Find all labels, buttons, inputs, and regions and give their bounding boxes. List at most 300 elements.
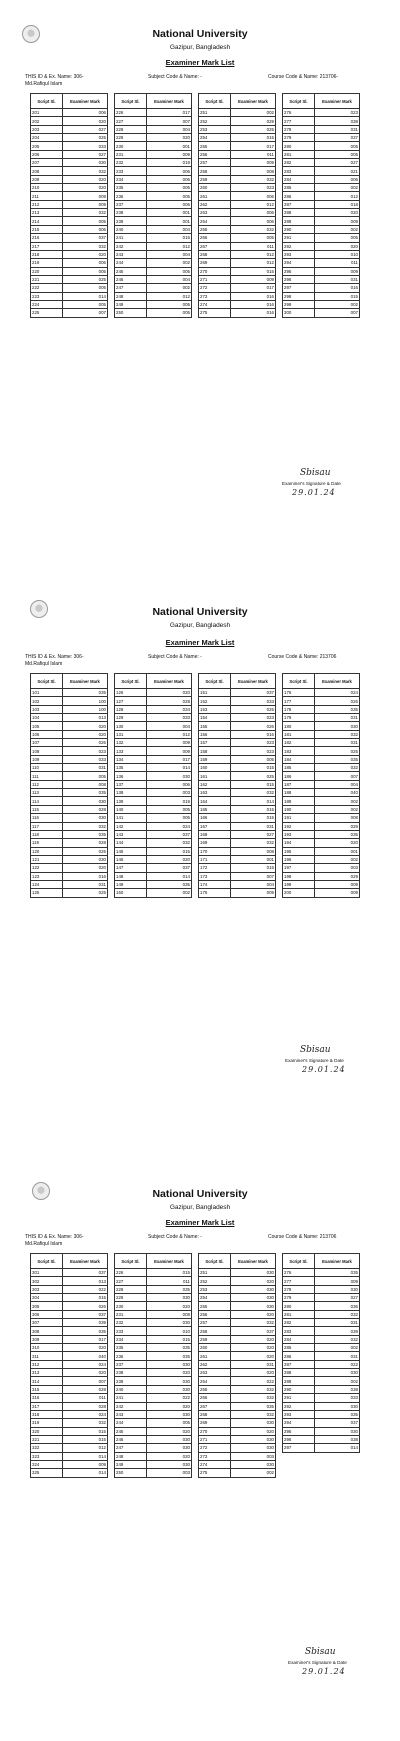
- course-code: Course Code & Name: 213706: [268, 654, 337, 660]
- examiner-mark: 012: [147, 730, 192, 738]
- table-row: [199, 822, 276, 830]
- script-sl: 273: [199, 1452, 231, 1460]
- table-row: [199, 1460, 276, 1468]
- table-row: [115, 755, 192, 763]
- script-sl: 294: [283, 1419, 315, 1427]
- table-row: [31, 309, 108, 317]
- examiner-mark: 030: [147, 1410, 192, 1418]
- script-sl: 123: [31, 872, 63, 880]
- examiner-mark: 032: [63, 242, 108, 250]
- script-sl: 237: [115, 1360, 147, 1368]
- examiner-mark: 004: [147, 225, 192, 233]
- script-sl: 182: [283, 739, 315, 747]
- table-row: [283, 814, 360, 822]
- table-row: [283, 175, 360, 183]
- examiner-mark: 015: [231, 134, 276, 142]
- script-sl: 308: [31, 1327, 63, 1335]
- script-sl: 264: [199, 1377, 231, 1385]
- script-sl: 245: [115, 267, 147, 275]
- table-row: [283, 109, 360, 117]
- script-sl: 152: [199, 697, 231, 705]
- script-sl: 212: [31, 200, 63, 208]
- script-sl: 223: [31, 292, 63, 300]
- script-sl: 188: [283, 789, 315, 797]
- header-examiner-mark: Examiner Mark: [147, 674, 192, 689]
- script-sl: 231: [115, 1310, 147, 1318]
- table-row: [283, 1385, 360, 1393]
- examiner-mark: 009: [315, 880, 360, 888]
- table-row: [31, 1360, 108, 1368]
- table-row: [115, 1377, 192, 1385]
- examiner-mark: 038: [315, 1435, 360, 1443]
- table-row: [115, 797, 192, 805]
- table-row: [283, 830, 360, 838]
- ths-id: THIS ID & Ex. Name: 306-: [25, 74, 84, 80]
- examiner-mark: 015: [231, 864, 276, 872]
- examiner-mark: 030: [231, 1269, 276, 1277]
- examiner-mark: 039: [315, 1327, 360, 1335]
- examiner-mark: 037: [315, 1419, 360, 1427]
- script-sl: 309: [31, 1335, 63, 1343]
- script-sl: 191: [283, 814, 315, 822]
- script-sl: 203: [31, 125, 63, 133]
- script-sl: 284: [283, 1335, 315, 1343]
- examiner-mark: 024: [63, 1410, 108, 1418]
- script-sl: 294: [283, 259, 315, 267]
- examiner-mark: 002: [147, 259, 192, 267]
- table-row: [31, 209, 108, 217]
- examiner-mark: 010: [147, 1327, 192, 1335]
- table-row: [283, 1327, 360, 1335]
- examiner-mark: 015: [231, 780, 276, 788]
- script-sl: 302: [31, 1277, 63, 1285]
- script-sl: 205: [31, 142, 63, 150]
- table-row: [283, 1302, 360, 1310]
- script-sl: 276: [283, 1269, 315, 1277]
- table-row: [199, 705, 276, 713]
- script-sl: 217: [31, 242, 63, 250]
- examiner-mark: 030: [147, 1385, 192, 1393]
- script-sl: 159: [199, 755, 231, 763]
- examiner-mark: 012: [231, 200, 276, 208]
- script-sl: 283: [283, 1327, 315, 1335]
- table-row: [31, 830, 108, 838]
- examiner-mark: 031: [315, 714, 360, 722]
- table-row: [115, 722, 192, 730]
- table-row: [283, 789, 360, 797]
- examiner-mark: 016: [63, 872, 108, 880]
- table-row: [31, 1269, 108, 1277]
- header-script-sl: Script Sl.: [115, 674, 147, 689]
- script-sl: 250: [115, 1469, 147, 1477]
- script-sl: 234: [115, 1335, 147, 1343]
- table-row: [31, 259, 108, 267]
- script-sl: 268: [199, 1410, 231, 1418]
- table-row: [31, 889, 108, 897]
- table-row: [115, 259, 192, 267]
- script-sl: 231: [115, 150, 147, 158]
- table-row: [199, 722, 276, 730]
- table-row: [115, 1285, 192, 1293]
- examiner-mark: 004: [315, 780, 360, 788]
- examiner-mark: 002: [315, 797, 360, 805]
- examiner-mark: 031: [63, 764, 108, 772]
- examiner-mark: 006: [147, 167, 192, 175]
- examiner-mark: 003: [315, 864, 360, 872]
- table-row: [199, 839, 276, 847]
- examiner-mark: 020: [231, 1335, 276, 1343]
- script-sl: 184: [283, 755, 315, 763]
- examiner-mark: 030: [315, 1285, 360, 1293]
- script-sl: 300: [283, 309, 315, 317]
- examiner-mark: 004: [147, 125, 192, 133]
- script-sl: 235: [115, 1344, 147, 1352]
- examiner-mark: 030: [231, 1460, 276, 1468]
- script-sl: 133: [115, 747, 147, 755]
- table-row: [199, 797, 276, 805]
- script-sl: 287: [283, 200, 315, 208]
- script-sl: 134: [115, 755, 147, 763]
- table-row: [115, 1310, 192, 1318]
- script-sl: 145: [115, 847, 147, 855]
- examiner-mark: 035: [315, 705, 360, 713]
- script-sl: 216: [31, 234, 63, 242]
- table-row: [283, 134, 360, 142]
- script-sl: 219: [31, 259, 63, 267]
- examiner-mark: 009: [63, 1460, 108, 1468]
- script-sl: 323: [31, 1452, 63, 1460]
- table-row: [283, 167, 360, 175]
- examiner-mark: 033: [147, 714, 192, 722]
- table-row: [199, 1327, 276, 1335]
- page-1: [0, 0, 400, 560]
- script-sl: 186: [283, 772, 315, 780]
- table-row: [115, 1419, 192, 1427]
- script-sl: 253: [199, 125, 231, 133]
- table-row: [199, 730, 276, 738]
- table-row: [115, 1410, 192, 1418]
- examiner-mark: 008: [147, 1310, 192, 1318]
- script-sl: 252: [199, 117, 231, 125]
- script-sl: 278: [283, 1285, 315, 1293]
- table-row: [283, 242, 360, 250]
- examiner-mark: 008: [63, 780, 108, 788]
- examiner-mark: 020: [147, 1302, 192, 1310]
- examiner-mark: 028: [63, 1402, 108, 1410]
- table-row: [31, 1310, 108, 1318]
- script-sl: 227: [115, 1277, 147, 1285]
- table-row: [115, 764, 192, 772]
- header-examiner-mark: Examiner Mark: [315, 674, 360, 689]
- examiner-mark: 030: [231, 1294, 276, 1302]
- examiner-mark: 004: [147, 250, 192, 258]
- examiner-mark: 019: [147, 797, 192, 805]
- examiner-mark: 014: [63, 1452, 108, 1460]
- table-row: [31, 242, 108, 250]
- university-city: Gazipur, Bangladesh: [169, 622, 231, 629]
- course-code: Course Code & Name: 213706-: [268, 74, 339, 80]
- table-row: [31, 267, 108, 275]
- examiner-mark: 033: [63, 755, 108, 763]
- table-row: [283, 200, 360, 208]
- table-row: [283, 1319, 360, 1327]
- script-sl: 271: [199, 1435, 231, 1443]
- examiner-mark: 034: [147, 705, 192, 713]
- examiner-mark: 014: [147, 872, 192, 880]
- examiner-mark: 030: [231, 1419, 276, 1427]
- table-row: [283, 780, 360, 788]
- examiner-mark: 002: [231, 1469, 276, 1477]
- table-row: [199, 747, 276, 755]
- script-sl: 108: [31, 747, 63, 755]
- table-row: [31, 805, 108, 813]
- table-row: [199, 1352, 276, 1360]
- examiner-mark: 039: [63, 1319, 108, 1327]
- table-row: [199, 889, 276, 897]
- table-row: [199, 275, 276, 283]
- examiner-mark: 011: [147, 1277, 192, 1285]
- table-row: [199, 1402, 276, 1410]
- examiner-mark: 011: [315, 259, 360, 267]
- table-row: [31, 847, 108, 855]
- script-sl: 168: [199, 830, 231, 838]
- table-row: [31, 780, 108, 788]
- script-sl: 256: [199, 150, 231, 158]
- script-sl: 251: [199, 1269, 231, 1277]
- table-row: [31, 764, 108, 772]
- script-sl: 321: [31, 1435, 63, 1443]
- table-row: [283, 747, 360, 755]
- table-row: [115, 267, 192, 275]
- examiner-mark: 002: [231, 109, 276, 117]
- examiner-name: Md.Rafiqul Islam: [25, 661, 63, 667]
- table-row: [283, 292, 360, 300]
- script-sl: 290: [283, 1385, 315, 1393]
- script-sl: 270: [199, 267, 231, 275]
- table-row: [199, 1277, 276, 1285]
- table-row: [199, 150, 276, 158]
- table-row: [31, 1319, 108, 1327]
- script-sl: 129: [115, 714, 147, 722]
- examiner-mark: 026: [63, 739, 108, 747]
- examiner-mark: 008: [231, 167, 276, 175]
- table-row: [115, 192, 192, 200]
- examiner-mark: 014: [63, 292, 108, 300]
- table-row: [199, 805, 276, 813]
- examiner-mark: 017: [231, 284, 276, 292]
- table-row: [199, 250, 276, 258]
- examiner-mark: 035: [63, 789, 108, 797]
- examiner-mark: 006: [147, 175, 192, 183]
- table-row: [115, 780, 192, 788]
- header-script-sl: Script Sl.: [283, 1254, 315, 1269]
- script-sl: 240: [115, 225, 147, 233]
- examiner-mark: 032: [63, 1419, 108, 1427]
- table-row: [31, 1435, 108, 1443]
- script-sl: 220: [31, 267, 63, 275]
- script-sl: 139: [115, 797, 147, 805]
- table-row: [31, 739, 108, 747]
- table-row: [115, 1352, 192, 1360]
- examiner-mark: 037: [231, 1327, 276, 1335]
- table-row: [115, 1335, 192, 1343]
- script-sl: 239: [115, 217, 147, 225]
- table-row: [31, 1302, 108, 1310]
- script-sl: 238: [115, 1369, 147, 1377]
- script-sl: 175: [199, 889, 231, 897]
- table-row: [199, 689, 276, 697]
- script-sl: 226: [115, 109, 147, 117]
- script-sl: 230: [115, 142, 147, 150]
- examiner-mark: 009: [147, 739, 192, 747]
- table-row: [283, 797, 360, 805]
- examiner-mark: 001: [147, 217, 192, 225]
- script-sl: 273: [199, 292, 231, 300]
- examiner-mark: 006: [63, 109, 108, 117]
- script-sl: 227: [115, 117, 147, 125]
- examiner-mark: 030: [63, 797, 108, 805]
- script-sl: 232: [115, 1319, 147, 1327]
- examiner-mark: 030: [231, 1435, 276, 1443]
- examiner-mark: 030: [147, 1444, 192, 1452]
- table-row: [115, 250, 192, 258]
- examiner-mark: 023: [231, 739, 276, 747]
- table-row: [199, 309, 276, 317]
- script-sl: 233: [115, 167, 147, 175]
- table-row: [115, 839, 192, 847]
- table-row: [199, 814, 276, 822]
- table-row: [115, 1444, 192, 1452]
- examiner-mark: 035: [147, 880, 192, 888]
- examiner-mark: 007: [315, 309, 360, 317]
- script-sl: 102: [31, 697, 63, 705]
- table-row: [199, 242, 276, 250]
- table-row: [31, 142, 108, 150]
- table-row: [199, 1394, 276, 1402]
- script-sl: 193: [283, 830, 315, 838]
- script-sl: 156: [199, 730, 231, 738]
- table-row: [199, 225, 276, 233]
- examiner-mark: 035: [147, 1344, 192, 1352]
- mark-table-2: [114, 1253, 192, 1478]
- script-sl: 115: [31, 805, 63, 813]
- examiner-mark: 031: [315, 739, 360, 747]
- table-row: [199, 772, 276, 780]
- table-row: [115, 1385, 192, 1393]
- script-sl: 291: [283, 234, 315, 242]
- examiner-mark: 030: [315, 722, 360, 730]
- examiner-mark: 025: [63, 889, 108, 897]
- script-sl: 190: [283, 805, 315, 813]
- examiner-mark: 025: [231, 125, 276, 133]
- script-sl: 124: [31, 880, 63, 888]
- script-sl: 142: [115, 822, 147, 830]
- table-row: [199, 1335, 276, 1343]
- script-sl: 234: [115, 175, 147, 183]
- signature-label: Examiner's Signature & Date: [288, 1660, 347, 1665]
- script-sl: 165: [199, 805, 231, 813]
- table-row: [115, 855, 192, 863]
- script-sl: 235: [115, 184, 147, 192]
- script-sl: 290: [283, 225, 315, 233]
- table-row: [115, 284, 192, 292]
- table-row: [283, 839, 360, 847]
- table-row: [115, 1394, 192, 1402]
- examiner-mark: 005: [315, 234, 360, 242]
- table-row: [199, 1410, 276, 1418]
- script-sl: 250: [115, 309, 147, 317]
- script-sl: 210: [31, 184, 63, 192]
- table-row: [283, 117, 360, 125]
- script-sl: 239: [115, 1377, 147, 1385]
- examiner-mark: 030: [63, 855, 108, 863]
- table-row: [199, 1435, 276, 1443]
- script-sl: 183: [283, 747, 315, 755]
- examiner-mark: 015: [63, 1435, 108, 1443]
- script-sl: 218: [31, 250, 63, 258]
- examiner-mark: 012: [147, 292, 192, 300]
- table-row: [199, 1344, 276, 1352]
- script-sl: 103: [31, 705, 63, 713]
- mark-table-3: [198, 93, 276, 318]
- table-row: [31, 814, 108, 822]
- script-sl: 189: [283, 797, 315, 805]
- table-row: [199, 1302, 276, 1310]
- script-sl: 260: [199, 184, 231, 192]
- script-sl: 176: [283, 689, 315, 697]
- examiner-mark: 001: [147, 142, 192, 150]
- table-row: [31, 880, 108, 888]
- script-sl: 264: [199, 217, 231, 225]
- script-sl: 192: [283, 822, 315, 830]
- script-sl: 197: [283, 864, 315, 872]
- examiner-mark: 017: [63, 1335, 108, 1343]
- examiner-mark: 015: [315, 292, 360, 300]
- ths-id: THIS ID & Ex. Name: 306-: [25, 1234, 84, 1240]
- script-sl: 267: [199, 242, 231, 250]
- table-row: [115, 150, 192, 158]
- table-row: [115, 689, 192, 697]
- table-row: [283, 1285, 360, 1293]
- table-row: [283, 1335, 360, 1343]
- examiner-mark: 037: [147, 830, 192, 838]
- script-sl: 101: [31, 689, 63, 697]
- examiner-mark: 005: [63, 300, 108, 308]
- script-sl: 285: [283, 1344, 315, 1352]
- examiner-mark: 035: [147, 1352, 192, 1360]
- examiner-mark: 008: [231, 847, 276, 855]
- script-sl: 262: [199, 200, 231, 208]
- script-sl: 148: [115, 872, 147, 880]
- table-row: [283, 209, 360, 217]
- page-2: [0, 580, 400, 1140]
- table-row: [115, 864, 192, 872]
- examiner-mark: 023: [231, 747, 276, 755]
- subject-code: Subject Code & Name: -: [148, 1234, 202, 1240]
- script-sl: 199: [283, 880, 315, 888]
- script-sl: 278: [283, 125, 315, 133]
- script-sl: 198: [283, 872, 315, 880]
- script-sl: 277: [283, 117, 315, 125]
- examiner-mark: 014: [63, 1469, 108, 1477]
- examiner-mark: 025: [231, 772, 276, 780]
- examiner-mark: 022: [147, 1394, 192, 1402]
- examiner-name: Md.Rafiqul Islam: [25, 1241, 63, 1247]
- signature-date: 29.01.24: [292, 488, 336, 497]
- script-sl: 311: [31, 1352, 63, 1360]
- examiner-mark: 020: [315, 242, 360, 250]
- examiner-mark: 012: [315, 192, 360, 200]
